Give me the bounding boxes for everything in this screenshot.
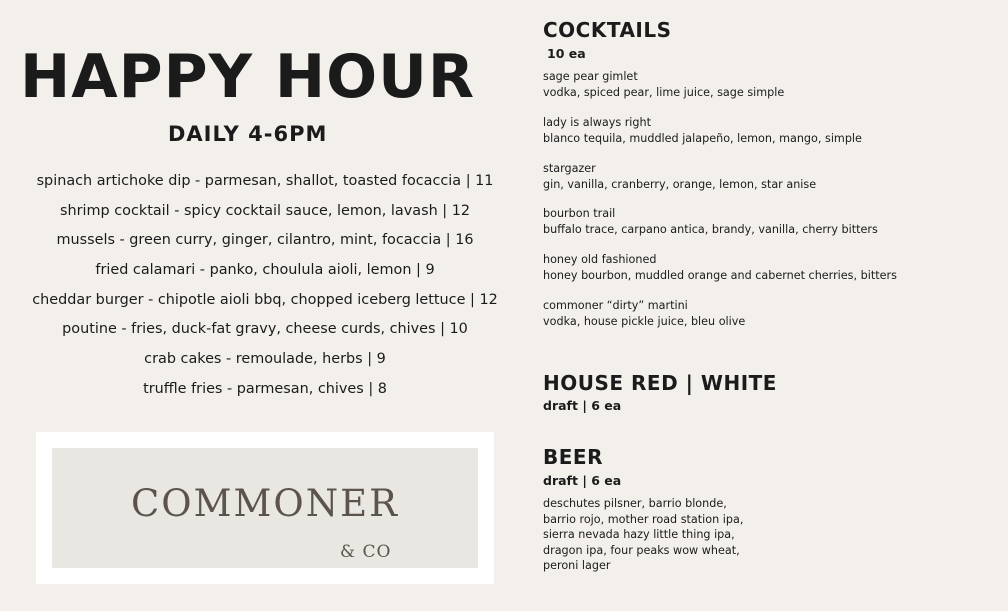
beer-line: barrio rojo, mother road station ipa, [543,512,744,526]
cocktail-list [543,69,897,344]
cocktail-name: stargazer [543,161,596,175]
beer-line: sierra nevada hazy little thing ipa, [543,528,735,541]
cocktail-description: blanco tequila, muddled jalapeño, lemon, mango, simple [543,131,862,145]
cocktail-description: vodka, house pickle juice, bleu olive [543,314,746,328]
cocktail-name: sage pear gimlet [543,70,638,83]
logo [52,448,478,568]
food-menu-list [0,167,530,405]
cocktail-item [543,161,897,207]
cocktail-item [543,252,897,298]
food-item: truffle fries - parmesan, chives | 8 [143,380,387,397]
logo-frame [36,432,494,584]
cocktail-description: gin, vanilla, cranberry, orange, lemon, star anise [543,177,817,191]
food-item: shrimp cocktail - spicy cocktail sauce, lemon, lavash | 12 [59,202,471,219]
logo-wordmark: COMMONER [131,482,399,525]
beer-line: dragon ipa, four peaks wow wheat, [543,543,740,557]
food-item: spinach artichoke dip - parmesan, shallot, toasted focaccia | 11 [36,173,494,189]
beer-list [543,496,743,574]
cocktail-name: honey old fashioned [543,253,657,267]
food-item: poutine - fries, duck-fat gravy, cheese curds, chives | 10 [62,321,468,338]
food-item: crab cakes - remoulade, herbs | 9 [144,351,386,368]
beer-price: draft | 6 ea [543,473,622,488]
cocktail-name: lady is always right [543,115,651,129]
beer-line: deschutes pilsner, barrio blonde, [543,497,727,510]
cocktail-name: commoner “dirty” martini [543,298,688,312]
food-item: fried calamari - panko, choulula aioli, lemon | 9 [95,262,435,279]
cocktail-item [543,298,897,344]
cocktail-item [543,115,897,161]
cocktails-heading: COCKTAILS [543,18,672,42]
page-title: HAPPY HOUR [20,42,476,112]
wine-price: draft | 6 ea [543,398,622,413]
cocktail-name: bourbon trail [543,207,616,221]
cocktail-item [543,69,897,115]
cocktail-description: vodka, spiced pear, lime juice, sage simple [543,86,785,99]
beer-line: peroni lager [543,559,611,572]
cocktails-price: 10 ea [547,46,586,61]
cocktail-item [543,206,897,252]
cocktail-description: buffalo trace, carpano antica, brandy, vanilla, cherry bitters [543,223,878,237]
logo-submark: & CO [340,542,392,562]
food-item: mussels - green curry, ginger, cilantro, mint, focaccia | 16 [56,232,474,249]
food-item: cheddar burger - chipotle aioli bbq, chopped iceberg lettuce | 12 [32,291,498,308]
cocktail-description: honey bourbon, muddled orange and cabernet cherries, bitters [543,269,897,283]
beer-heading: BEER [543,445,603,469]
wine-heading: HOUSE RED | WHITE [543,371,777,395]
hours-subtitle: DAILY 4-6PM [168,122,328,146]
